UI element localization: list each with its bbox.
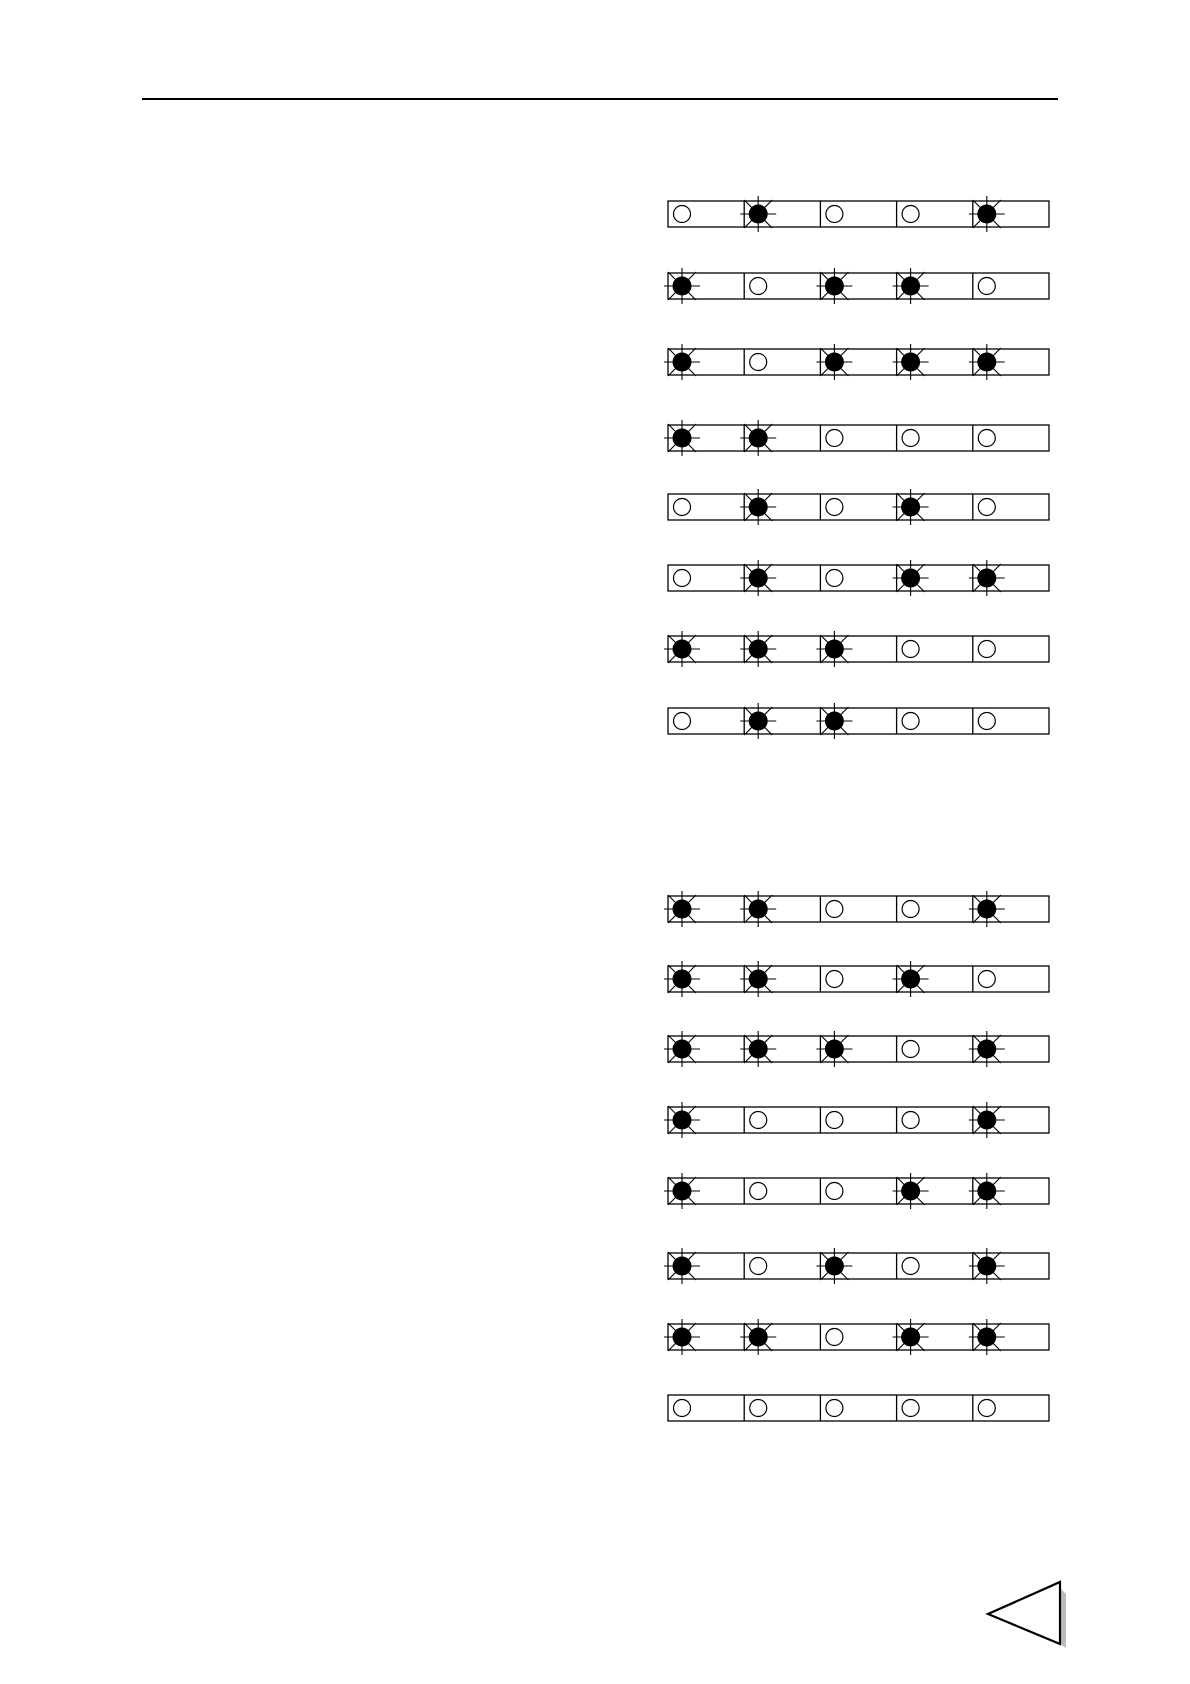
led-off-icon xyxy=(902,713,919,730)
led-off-icon xyxy=(978,278,995,295)
led-on-icon xyxy=(740,489,776,525)
led-on-icon xyxy=(664,961,700,997)
led-strip xyxy=(664,1102,1049,1138)
led-on-icon xyxy=(816,1248,852,1284)
led-on-icon xyxy=(969,1102,1005,1138)
led-off-icon xyxy=(902,901,919,918)
led-strip xyxy=(668,489,1049,525)
led-off-icon xyxy=(826,1400,843,1417)
led-off-icon xyxy=(750,1183,767,1200)
led-strip xyxy=(664,268,1049,304)
led-off-icon xyxy=(978,971,995,988)
led-on-icon xyxy=(816,631,852,667)
led-off-icon xyxy=(978,713,995,730)
led-on-icon xyxy=(893,344,929,380)
led-strip xyxy=(664,1248,1049,1284)
led-on-icon xyxy=(740,891,776,927)
led-strip xyxy=(664,961,1049,997)
led-on-icon xyxy=(664,268,700,304)
led-on-icon xyxy=(893,560,929,596)
led-off-icon xyxy=(826,1329,843,1346)
led-on-icon xyxy=(816,703,852,739)
led-off-icon xyxy=(826,430,843,447)
led-strip xyxy=(664,1319,1049,1355)
led-off-icon xyxy=(902,641,919,658)
led-off-icon xyxy=(826,901,843,918)
led-off-icon xyxy=(902,430,919,447)
led-on-icon xyxy=(969,196,1005,232)
led-on-icon xyxy=(816,344,852,380)
led-off-icon xyxy=(978,641,995,658)
led-strip xyxy=(664,344,1049,380)
led-off-icon xyxy=(902,1258,919,1275)
led-on-icon xyxy=(816,1031,852,1067)
led-on-icon xyxy=(740,631,776,667)
led-group xyxy=(664,196,1049,739)
led-strip xyxy=(668,1395,1049,1421)
led-on-icon xyxy=(740,420,776,456)
led-on-icon xyxy=(664,1031,700,1067)
led-off-icon xyxy=(750,1112,767,1129)
led-on-icon xyxy=(664,344,700,380)
led-on-icon xyxy=(816,268,852,304)
led-on-icon xyxy=(893,268,929,304)
led-off-icon xyxy=(978,1400,995,1417)
led-strip xyxy=(664,891,1049,927)
led-off-icon xyxy=(674,206,691,223)
led-strip xyxy=(668,196,1049,232)
led-off-icon xyxy=(674,713,691,730)
led-on-icon xyxy=(664,1102,700,1138)
led-on-icon xyxy=(969,1173,1005,1209)
led-off-icon xyxy=(902,1041,919,1058)
led-on-icon xyxy=(664,631,700,667)
led-off-icon xyxy=(826,206,843,223)
led-off-icon xyxy=(750,354,767,371)
led-on-icon xyxy=(969,1031,1005,1067)
led-off-icon xyxy=(902,1112,919,1129)
led-on-icon xyxy=(893,1173,929,1209)
led-off-icon xyxy=(826,570,843,587)
led-off-icon xyxy=(674,1400,691,1417)
led-on-icon xyxy=(740,703,776,739)
led-off-icon xyxy=(674,570,691,587)
led-off-icon xyxy=(674,499,691,516)
led-on-icon xyxy=(969,344,1005,380)
led-off-icon xyxy=(826,1112,843,1129)
led-strip xyxy=(664,1031,1049,1067)
led-off-icon xyxy=(902,206,919,223)
led-off-icon xyxy=(750,1258,767,1275)
led-on-icon xyxy=(740,1319,776,1355)
led-on-icon xyxy=(664,420,700,456)
led-on-icon xyxy=(740,1031,776,1067)
led-off-icon xyxy=(902,1400,919,1417)
led-strip xyxy=(668,703,1049,739)
led-on-icon xyxy=(969,891,1005,927)
led-on-icon xyxy=(740,560,776,596)
led-on-icon xyxy=(740,961,776,997)
led-off-icon xyxy=(978,430,995,447)
led-on-icon xyxy=(664,1248,700,1284)
led-on-icon xyxy=(969,560,1005,596)
led-on-icon xyxy=(664,1173,700,1209)
led-on-icon xyxy=(893,961,929,997)
back-triangle-icon[interactable] xyxy=(984,1578,1068,1650)
led-off-icon xyxy=(826,499,843,516)
led-on-icon xyxy=(893,1319,929,1355)
led-off-icon xyxy=(978,499,995,516)
led-on-icon xyxy=(969,1248,1005,1284)
led-on-icon xyxy=(664,1319,700,1355)
led-off-icon xyxy=(750,1400,767,1417)
led-on-icon xyxy=(893,489,929,525)
led-strip xyxy=(664,631,1049,667)
led-on-icon xyxy=(664,891,700,927)
led-on-icon xyxy=(969,1319,1005,1355)
led-strip xyxy=(664,1173,1049,1209)
led-on-icon xyxy=(740,196,776,232)
led-strip xyxy=(664,420,1049,456)
led-off-icon xyxy=(826,971,843,988)
led-off-icon xyxy=(826,1183,843,1200)
led-strip xyxy=(668,560,1049,596)
led-group xyxy=(664,891,1049,1421)
led-off-icon xyxy=(750,278,767,295)
